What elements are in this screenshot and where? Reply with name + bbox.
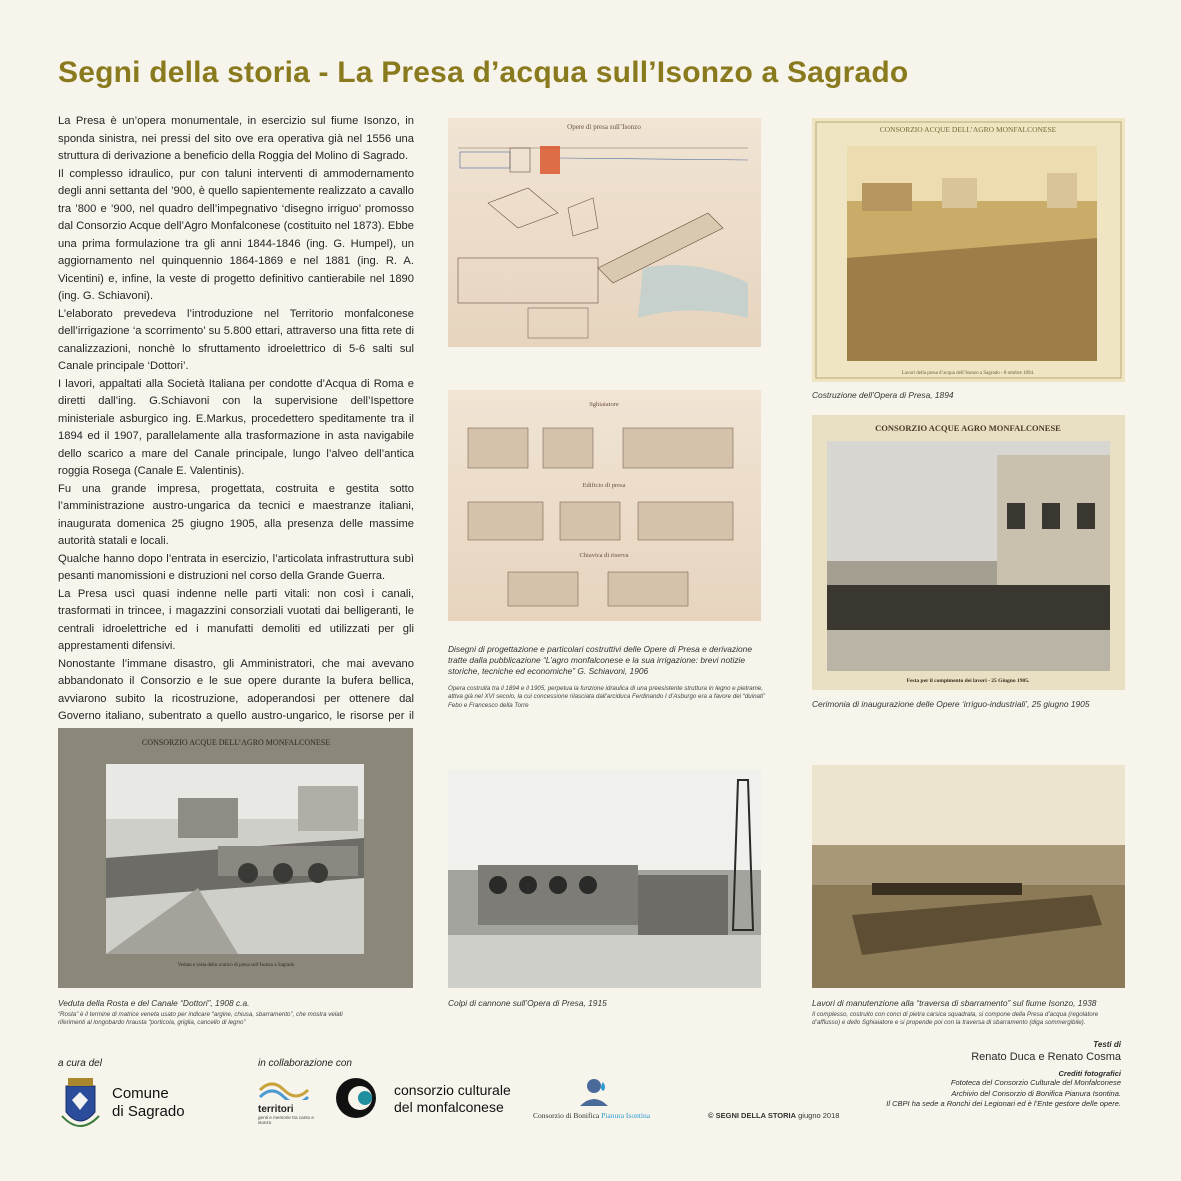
photo-rosta-1908 [58, 728, 413, 988]
drawing-title: Sghiaiatore [589, 401, 619, 408]
territori-logo [258, 1078, 318, 1125]
territori-name: territori [258, 1104, 294, 1115]
photo-image [812, 118, 1125, 382]
photo-header-text: CONSORZIO ACQUE DELL’AGRO MONFALCONESE [141, 738, 331, 747]
bonifica-label [533, 1111, 650, 1120]
authors: Renato Duca e Renato Cosma [971, 1051, 1121, 1063]
photo-image [812, 765, 1125, 988]
bonifica-logo-icon [576, 1074, 612, 1108]
paragraph: Il complesso idraulico, pur con taluni interventi di ammodernamento degli anni settanta del ’900, è quello sapientemente realizzato a cavallo tra ’800 e ’900, nel quadro dell’impegnativo ‘disegno irriguo’ promosso dal Consorzio Acque dell’Agro Monfalconese (costituito nel 1873). Ebbe una prima formulazione tra gli anni 1844-1846 (ing. G. Humpel), un aggiornamento nel quinquennio 1864-1869 e nel 1881 (ing. R. A. Vicentini) e, infine, la veste di progetto definitivo cantierabile nel 1890 (ing. G. Schiavoni). [58, 167, 414, 302]
drawing-title: Opere di presa sull’Isonzo [567, 123, 641, 131]
photo-footer-text: Veduta e rosta dello scarico di presa sull’Isonzo a Sagrado [177, 963, 295, 968]
body-text [58, 113, 414, 743]
caption-maintenance-note: Il complesso, costruito con conci di pietra carsica squadrata, si compone della Presa d’acqua (regolatore d’afflusso) e dello Sghiaiatore e si propende poi con la traversa di sbarramento (diga sommergibile). [812, 1011, 1099, 1027]
caption-rosta-note: “Rosta” è il termine di matrice veneta usato per indicare “argine, chiusa, sbarramento”, che mostra velati riferimenti al longobardo hrausta “porticola, griglia, cancello di legno” [58, 1011, 343, 1027]
caption-ceremony: Cerimonia di inaugurazione delle Opere ‘irriguo-industriali’, 25 giugno 1905 [812, 699, 1090, 709]
consorzio-culturale-logo-icon [332, 1076, 384, 1120]
photo-footer-text: Festa per il compimento dei lavori - 25 Giugno 1905. [906, 678, 1030, 684]
comune-line: di Sagrado [112, 1103, 185, 1120]
caption-drawings-note: Opera costruita tra il 1894 e il 1905, perpetua la funzione idraulica di una preesistente struttura in legno e pietrame, attiva già nel XVI secolo, la cui concessione rilasciata dall’arciduca Ferdinando I d’Asburgo era a favore dei “duinati” Febo e Francesco della Torre [448, 685, 766, 709]
paragraph: Nonostante l’immane disastro, gli Amministratori, che mai avevano abbandonato il Consorzio e le sue opere durante la bufera bellica, avviarono subito la ricostruzione, adoperandosi per ottenere dal Governo italiano, subentrato a quello austro-ungarico, le risorse per il [58, 657, 414, 722]
technical-drawing-image [448, 118, 761, 347]
paragraph: La Presa uscì quasi indenne nelle parti vitali: non così i canali, trasformati in trincee, i magazzini consorziali vuotati dai belligeranti, le centrali idroelettriche ed i manufatti demoliti ed utilizzati per gli apprestamenti difensivi. [58, 587, 414, 652]
credits-line: Fototeca del Consorzio Culturale del Monfalconese [950, 1078, 1121, 1087]
credits-label: Crediti fotografici [1058, 1069, 1121, 1078]
caption-drawings: Disegni di progettazione e particolari costruttivi delle Opere di Presa e derivazione tratte dalla pubblicazione “L’agro monfalconese e la sua irrigazione: brevi notizie storiche, tecniche ed economiche” G. Schiavoni, 1906 [448, 644, 752, 676]
paragraph: Fu una grande impresa, progettata, costruita e gestita sotto l’amministrazione austro-ungarica da tecnici e maestranze italiani, inaugurata domenica 25 giugno 1905, alla presenza delle massime autorità statali e locali. [58, 482, 414, 547]
bonifica-prefix: Consorzio di Bonifica [533, 1111, 600, 1120]
photo-ceremony-1905 [812, 415, 1125, 690]
photo-construction-1894 [812, 118, 1125, 382]
collaboration-label: in collaborazione con [258, 1058, 352, 1069]
credits-block [880, 1040, 1121, 1110]
photo-header-text: CONSORZIO ACQUE AGRO MONFALCONESE [875, 423, 1061, 433]
drawing-title: Chiavica di riserva [579, 552, 629, 559]
drawing-sghiaiatore [448, 390, 761, 621]
paragraph: I lavori, appaltati alla Società Italiana per condotte d’Acqua di Roma e diretti dall’ing. G.Schiavoni con la supervisione dell’Ispettore ministeriale asburgico ing. E.Markus, procedettero speditamente tra il 1894 ed il 1907, parallelamente alla trasformazione in asta navigabile dello scarico a mare del Canale principale, lungo l’alveo dell’antica roggia Rosega (Canale E. Valentinis). [58, 377, 414, 477]
comune-line: Comune [112, 1085, 169, 1102]
consorzio-culturale-label [394, 1082, 511, 1116]
copyright [708, 1111, 839, 1120]
consorzio-line: consorzio culturale [394, 1082, 511, 1098]
photo-image [812, 415, 1125, 690]
territori-wave-icon [258, 1078, 318, 1100]
consorzio-line: del monfalconese [394, 1099, 504, 1115]
comune-sagrado-label [112, 1085, 185, 1121]
credits-line: Archivio del Consorzio di Bonifica Pianura Isontina. [951, 1088, 1121, 1098]
territori-sub: genti e memorie tra carso e isonzo [258, 1115, 314, 1125]
drawing-opere-di-presa [448, 118, 761, 347]
photo-maintenance-1938 [812, 765, 1125, 988]
photo-image [448, 770, 761, 988]
caption-maintenance: Lavori di manutenzione alla “traversa di sbarramento” sul fiume Isonzo, 1938 [812, 998, 1097, 1008]
photo-image [58, 728, 413, 988]
bonifica-name: Pianura Isontina [601, 1111, 651, 1120]
page-title: Segni della storia - La Presa d’acqua sull’Isonzo a Sagrado [58, 56, 909, 89]
technical-drawing-image [448, 390, 761, 621]
curated-by-label: a cura del [58, 1058, 102, 1069]
copyright-text: © SEGNI DELLA STORIA [708, 1111, 797, 1120]
photo-header-text: CONSORZIO ACQUE DELL’AGRO MONFALCONESE [879, 125, 1057, 134]
drawing-title: Edificio di presa [582, 482, 626, 489]
texts-label: Testi di [1093, 1040, 1121, 1049]
sagrado-coat-of-arms-icon [58, 1076, 103, 1136]
photo-cannon-1915 [448, 770, 761, 988]
paragraph: L’elaborato prevedeva l’introduzione nel Territorio monfalconese dell’irrigazione ‘a scorrimento’ su 5.800 ettari, attraverso una fitta rete di canalizzazioni, nonchè lo sfruttamento idroelettrico di 5-6 salti sul Canale principale ‘Dottori’. [58, 307, 414, 372]
photo-footer-text: Lavori della presa d’acqua dell’Isonzo a Sagrado - 8 ottobre 1894. [901, 371, 1035, 376]
paragraph: La Presa è un’opera monumentale, in esercizio sul fiume Isonzo, in sponda sinistra, nei pressi del sito ove era operativa già nel 1556 una struttura di derivazione a beneficio della Roggia del Molino di Sagrado. [58, 115, 414, 162]
caption-construction: Costruzione dell’Opera di Presa, 1894 [812, 390, 954, 400]
credits-line: Il CBPI ha sede a Ronchi dei Legionari ed è l’Ente gestore delle opere. [886, 1099, 1121, 1108]
caption-cannon: Colpi di cannone sull’Opera di Presa, 1915 [448, 998, 607, 1008]
caption-rosta: Veduta della Rosta e del Canale “Dottori”, 1908 c.a. [58, 998, 250, 1008]
copyright-date: giugno 2018 [798, 1111, 840, 1120]
paragraph: Qualche hanno dopo l’entrata in esercizio, l’articolata infrastruttura subì pesanti manomissioni e distruzioni nel corso della Grande Guerra. [58, 552, 414, 582]
